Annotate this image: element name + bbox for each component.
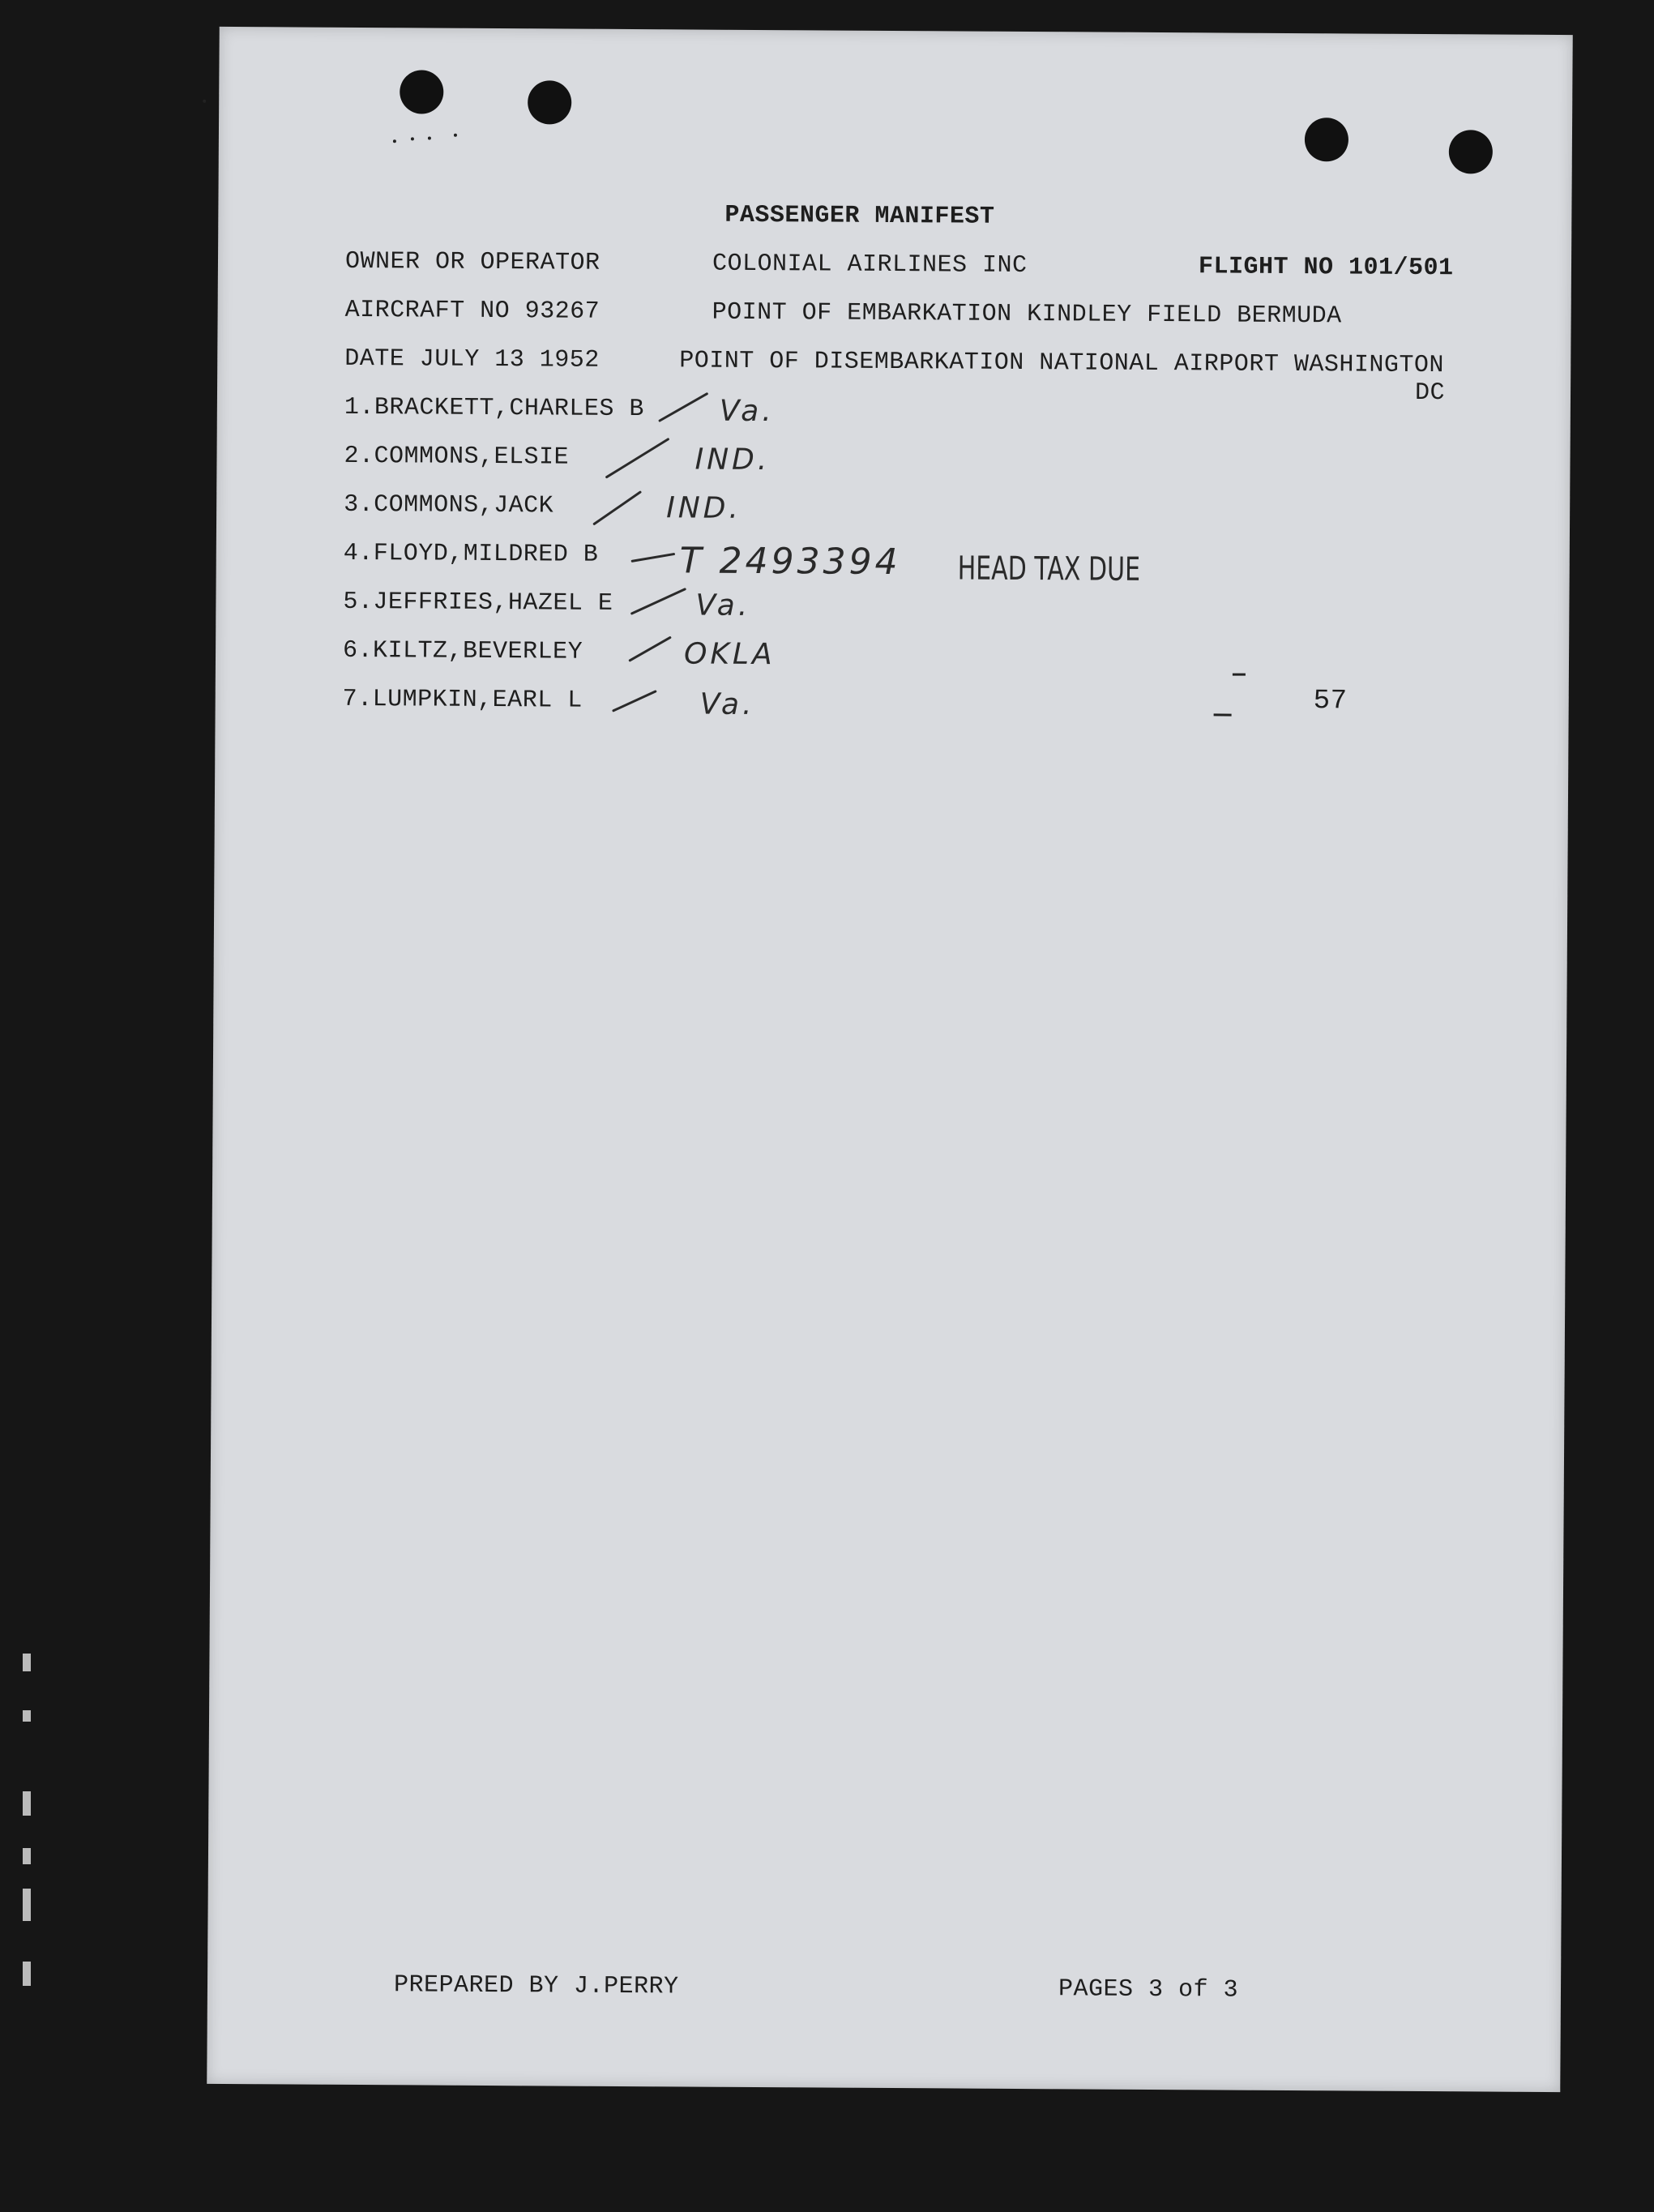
check-mark xyxy=(630,588,686,615)
check-mark xyxy=(592,490,642,525)
passenger-name: 4.FLOYD,MILDRED B xyxy=(343,539,599,569)
passenger-name: 1.BRACKETT,CHARLES B xyxy=(344,393,645,424)
manifest-title: PASSENGER MANIFEST xyxy=(724,201,995,231)
punch-hole xyxy=(400,70,443,113)
handwritten-note: Va. xyxy=(695,588,751,623)
film-edge-mark xyxy=(23,1710,31,1722)
owner-value: COLONIAL AIRLINES INC xyxy=(712,250,1028,280)
handwritten-note: IND. xyxy=(695,443,771,477)
film-edge-mark xyxy=(23,1791,31,1816)
passenger-name: 3.COMMONS,JACK xyxy=(344,490,554,520)
punch-hole xyxy=(1449,130,1493,173)
flight-number: FLIGHT NO 101/501 xyxy=(1198,253,1454,283)
check-mark xyxy=(605,438,670,479)
film-edge-mark xyxy=(23,1889,31,1921)
page-number: 57 xyxy=(1313,686,1348,717)
owner-label: OWNER OR OPERATOR xyxy=(344,247,600,277)
handwritten-note: T 2493394 xyxy=(679,540,901,584)
passenger-name: 2.COMMONS,ELSIE xyxy=(344,442,570,472)
head-tax-stamp: HEAD TAX DUE xyxy=(957,550,1141,588)
check-mark xyxy=(612,690,657,712)
handwritten-note: IND. xyxy=(666,491,742,525)
manifest-page xyxy=(207,27,1572,2092)
prepared-by: PREPARED BY J.PERRY xyxy=(393,1971,679,2001)
pages-count: PAGES 3 of 3 xyxy=(1058,1975,1239,2004)
manifest-date: DATE JULY 13 1952 xyxy=(344,344,600,374)
film-edge-mark xyxy=(23,1962,31,1986)
handwritten-note: Va. xyxy=(719,394,775,429)
check-mark xyxy=(630,553,675,563)
disembarkation-point: POINT OF DISEMBARKATION NATIONAL AIRPORT WASHINGTON xyxy=(679,347,1445,380)
disembarkation-point-cont: DC xyxy=(1414,379,1446,408)
film-edge-mark xyxy=(23,1848,31,1864)
handwritten-note: OKLA xyxy=(683,637,776,672)
passenger-name: 6.KILTZ,BEVERLEY xyxy=(342,636,583,666)
passenger-name: 7.LUMPKIN,EARL L xyxy=(342,685,583,715)
punch-hole xyxy=(1305,118,1348,161)
check-mark xyxy=(628,636,672,662)
punch-hole xyxy=(528,80,571,124)
handwritten-note: Va. xyxy=(699,687,755,721)
aircraft-number: AIRCRAFT NO 93267 xyxy=(344,296,600,326)
embarkation-point: POINT OF EMBARKATION KINDLEY FIELD BERMUDA xyxy=(712,298,1342,331)
film-edge-mark xyxy=(23,1654,31,1671)
passenger-name: 5.JEFFRIES,HAZEL E xyxy=(343,588,613,618)
check-mark xyxy=(658,392,708,422)
